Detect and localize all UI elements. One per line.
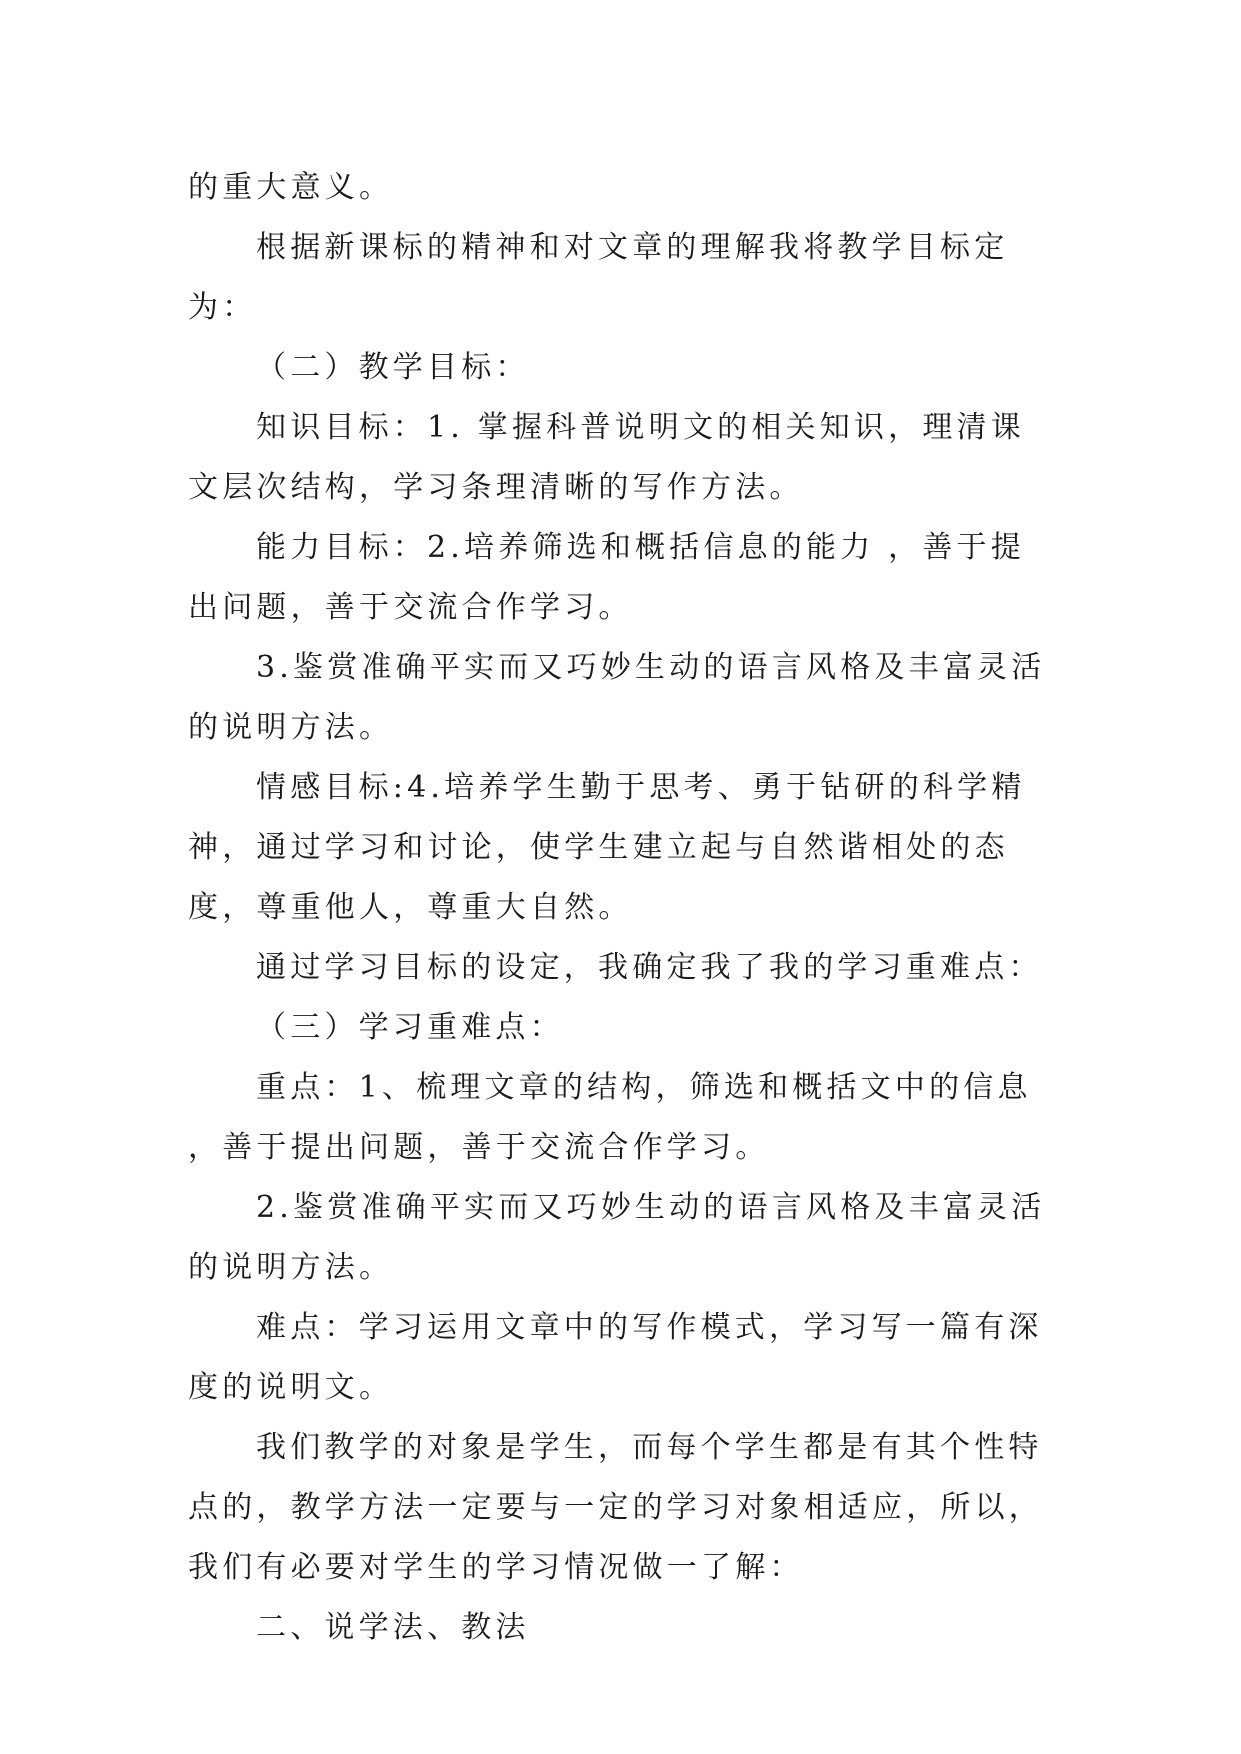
section-heading-key-points: （三）学习重难点： [256, 1010, 564, 1045]
paragraph-ability-objective: 能力目标：2.培养筛选和概括信息的能力 ，善于提出问题，善于交流合作学习。 [188, 530, 1025, 625]
section-heading-teaching-objectives: （二）教学目标： [256, 350, 530, 385]
paragraph-transition: 通过学习目标的设定，我确定我了我的学习重难点： [256, 950, 1043, 985]
paragraph-difficulty: 难点：学习运用文章中的写作模式，学习写一篇有深度的说明文。 [188, 1310, 1043, 1405]
paragraph-1: 的重大意义。 [188, 170, 394, 205]
document-body [188, 158, 1056, 1658]
paragraph-emotion-objective: 情感目标:4.培养学生勤于思考、勇于钻研的科学精神，通过学习和讨论，使学生建立起与自然谐相处的态度，尊重他人，尊重大自然。 [188, 770, 1026, 925]
paragraph-2: 根据新课标的精神和对文章的理解我将教学目标定为： [188, 230, 1009, 325]
section-heading-methods: 二、说学法、教法 [256, 1610, 530, 1645]
paragraph-objective-3: 3.鉴赏准确平实而又巧妙生动的语言风格及丰富灵活的说明方法。 [188, 650, 1046, 745]
paragraph-knowledge-objective: 知识目标：1. 掌握科普说明文的相关知识，理清课文层次结构，学习条理清晰的写作方法。 [188, 410, 1025, 505]
paragraph-key-point-2: 2.鉴赏准确平实而又巧妙生动的语言风格及丰富灵活的说明方法。 [188, 1190, 1046, 1285]
paragraph-key-point-1: 重点：1、梳理文章的结构，筛选和概括文中的信息 ，善于提出问题，善于交流合作学习。 [188, 1070, 1032, 1165]
paragraph-students: 我们教学的对象是学生，而每个学生都是有其个性特点的，教学方法一定要与一定的学习对象相适应，所以，我们有必要对学生的学习情况做一了解： [188, 1430, 1043, 1585]
